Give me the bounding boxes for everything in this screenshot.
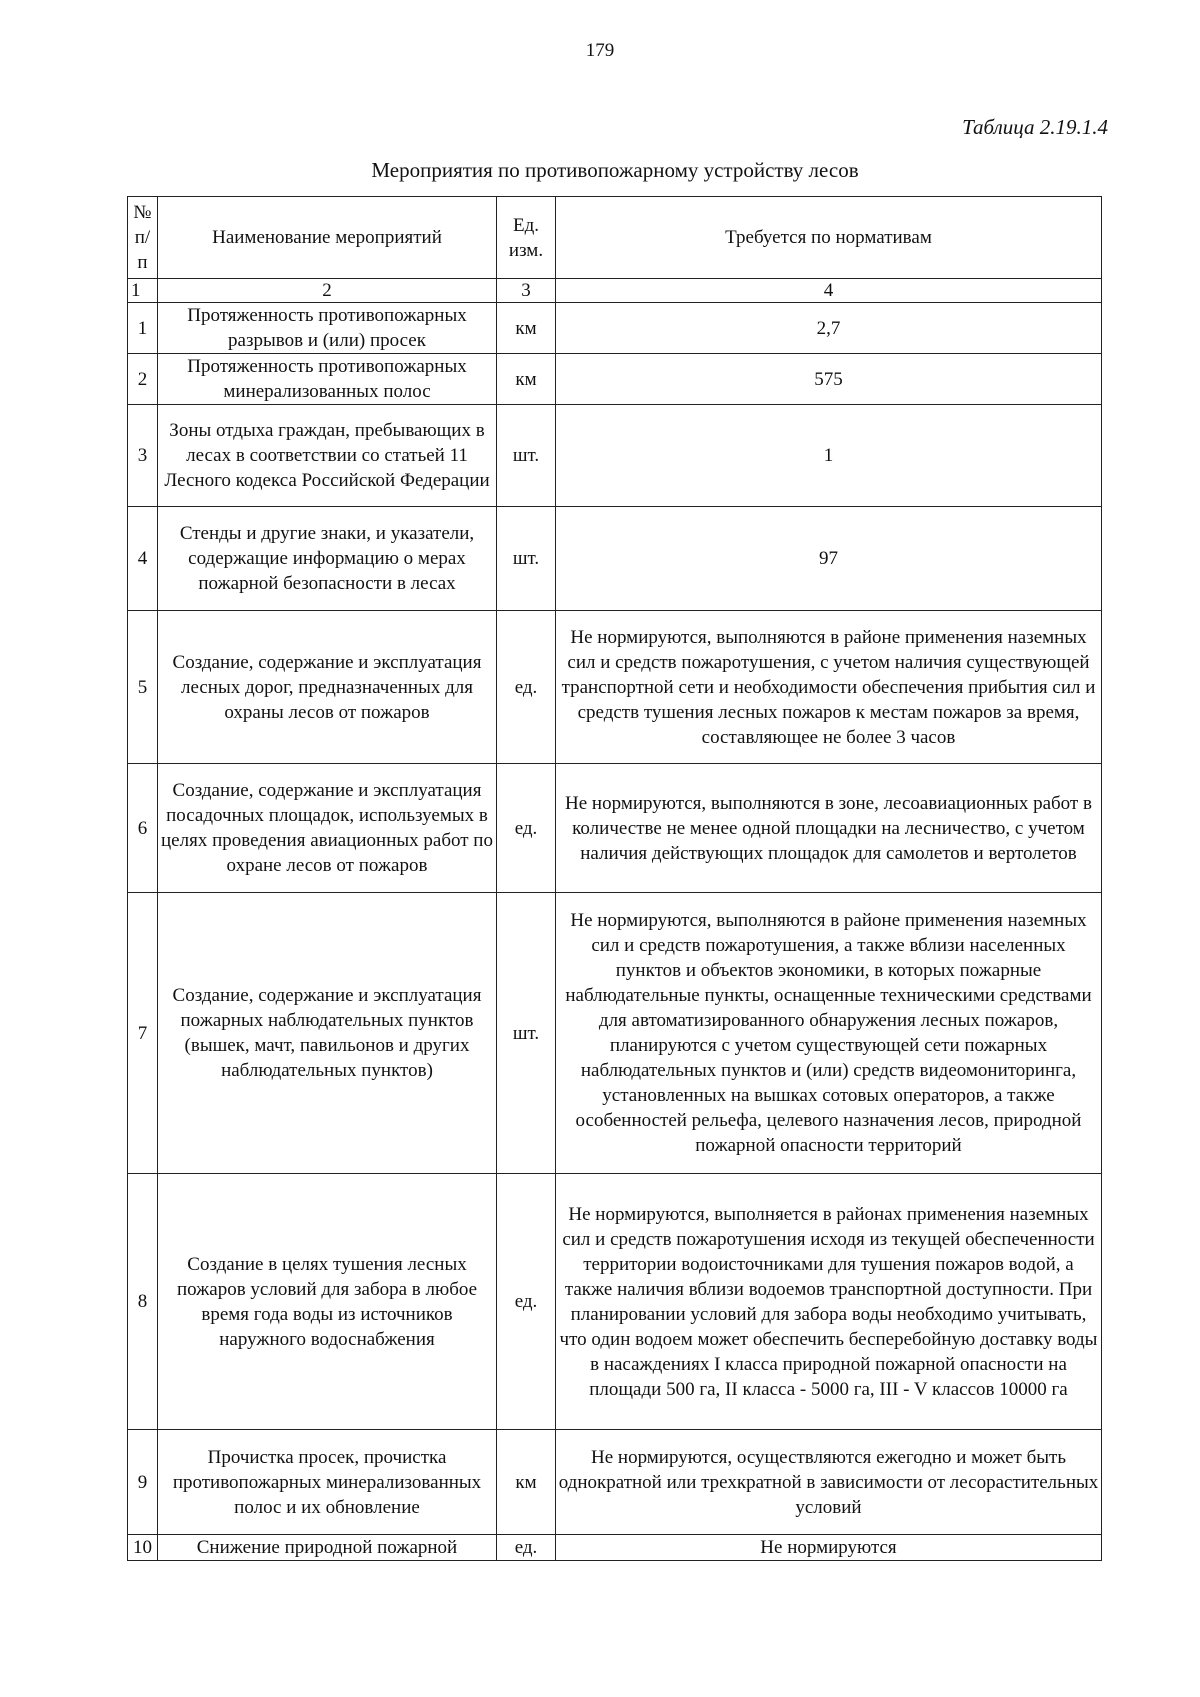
row-number: 1: [128, 303, 158, 354]
table-row: [128, 405, 1102, 507]
measures-table: [127, 196, 1102, 1561]
row-value: Не нормируются, выполняется в районах применения наземных сил и средств пожаротушения исходя из текущей обеспеченности территории водоисточниками для тушения пожаров водой, а также наличия вблизи водоемов транспортной доступности. При планировании условий для забора воды необходимо учитывать, что один водоем может обеспечить бесперебойную доставку воды в насаждениях I класса природной пожарной опасности на площади 500 га, II класса - 5000 га, III - V классов 10000 га: [556, 1174, 1102, 1430]
row-number: 4: [128, 507, 158, 611]
row-value: Не нормируются, осуществляются ежегодно и может быть однократной или трехкратной в зависимости от лесорастительных условий: [556, 1430, 1102, 1535]
page-number: 179: [585, 40, 615, 61]
row-unit: ед.: [497, 611, 556, 764]
row-value: 575: [556, 354, 1102, 405]
row-unit: шт.: [497, 405, 556, 507]
table-row: [128, 354, 1102, 405]
table-row: [128, 1430, 1102, 1535]
row-name: Создание, содержание и эксплуатация посадочных площадок, используемых в целях проведения авиационных работ по охране лесов от пожаров: [158, 764, 497, 893]
table-row: [128, 893, 1102, 1174]
row-unit: км: [497, 303, 556, 354]
row-unit: ед.: [497, 764, 556, 893]
row-number: 2: [128, 354, 158, 405]
header-unit: Ед. изм.: [497, 197, 556, 279]
row-name: Стенды и другие знаки, и указатели, содержащие информацию о мерах пожарной безопасности в лесах: [158, 507, 497, 611]
row-number: 7: [128, 893, 158, 1174]
column-numbers-row: [128, 279, 1102, 303]
row-number: 6: [128, 764, 158, 893]
row-unit: шт.: [497, 893, 556, 1174]
row-name: Протяженность противопожарных разрывов и (или) просек: [158, 303, 497, 354]
row-number: 10: [128, 1535, 158, 1561]
table-title: Мероприятия по противопожарному устройству лесов: [371, 158, 859, 182]
row-unit: км: [497, 354, 556, 405]
row-name: Снижение природной пожарной: [158, 1535, 497, 1561]
row-unit: ед.: [497, 1174, 556, 1430]
column-number: 1: [128, 279, 158, 303]
row-value: 1: [556, 405, 1102, 507]
row-number: 9: [128, 1430, 158, 1535]
row-number: 5: [128, 611, 158, 764]
row-name: Создание в целях тушения лесных пожаров условий для забора в любое время года воды из источников наружного водоснабжения: [158, 1174, 497, 1430]
row-number: 3: [128, 405, 158, 507]
row-unit: ед.: [497, 1535, 556, 1561]
row-name: Создание, содержание и эксплуатация пожарных наблюдательных пунктов (вышек, мачт, павильонов и других наблюдательных пунктов): [158, 893, 497, 1174]
header-number: № п/ п: [128, 197, 158, 279]
table-row: [128, 611, 1102, 764]
row-name: Зоны отдыха граждан, пребывающих в лесах в соответствии со статьей 11 Лесного кодекса Российской Федерации: [158, 405, 497, 507]
table-header-row: [128, 197, 1102, 279]
column-number: 4: [556, 279, 1102, 303]
row-value: Не нормируются, выполняются в зоне, лесоавиационных работ в количестве не менее одной площадки на лесничество, с учетом наличия действующих площадок для самолетов и вертолетов: [556, 764, 1102, 893]
row-value: Не нормируются, выполняются в районе применения наземных сил и средств пожаротушения, с учетом наличия существующей транспортной сети и необходимости обеспечения прибытия сил и средств тушения лесных пожаров к местам пожаров за время, составляющее не более 3 часов: [556, 611, 1102, 764]
row-unit: шт.: [497, 507, 556, 611]
row-value: 97: [556, 507, 1102, 611]
table-row: [128, 1174, 1102, 1430]
row-number: 8: [128, 1174, 158, 1430]
row-value: 2,7: [556, 303, 1102, 354]
row-value: Не нормируются: [556, 1535, 1102, 1561]
header-required: Требуется по нормативам: [556, 197, 1102, 279]
table-row: [128, 507, 1102, 611]
header-name: Наименование мероприятий: [158, 197, 497, 279]
row-unit: км: [497, 1430, 556, 1535]
row-name: Прочистка просек, прочистка противопожарных минерализованных полос и их обновление: [158, 1430, 497, 1535]
table-row: [128, 303, 1102, 354]
row-name: Создание, содержание и эксплуатация лесных дорог, предназначенных для охраны лесов от пожаров: [158, 611, 497, 764]
table-caption: Таблица 2.19.1.4: [962, 115, 1108, 139]
column-number: 2: [158, 279, 497, 303]
table-row: [128, 1535, 1102, 1561]
row-value: Не нормируются, выполняются в районе применения наземных сил и средств пожаротушения, а также вблизи населенных пунктов и объектов экономики, в которых пожарные наблюдательные пункты, оснащенные техническими средствами для автоматизированного обнаружения лесных пожаров, планируются с учетом существующей сети пожарных наблюдательных пунктов и (или) средств видеомониторинга, установленных на вышках сотовых операторов, а также особенностей рельефа, целевого назначения лесов, природной пожарной опасности территорий: [556, 893, 1102, 1174]
column-number: 3: [497, 279, 556, 303]
row-name: Протяженность противопожарных минерализованных полос: [158, 354, 497, 405]
table-row: [128, 764, 1102, 893]
